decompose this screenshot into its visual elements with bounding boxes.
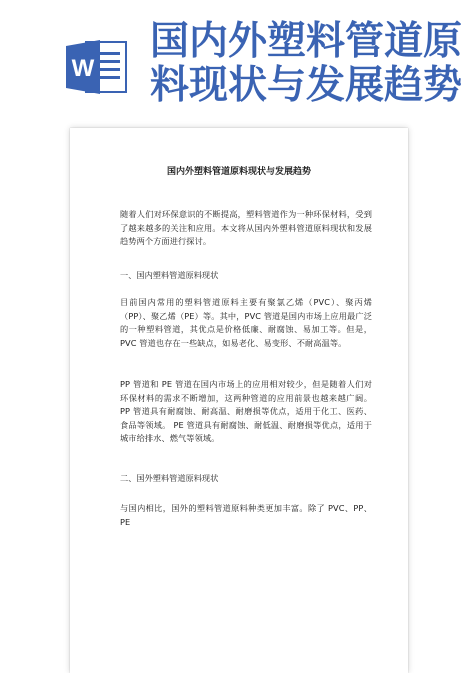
word-document-icon [66, 38, 132, 96]
document-page [70, 128, 408, 673]
intro-paragraph: 随着人们对环保意识的不断提高，塑料管道作为一种环保材料，受到了越来越多的关注和应用。本文将从国内外塑料管道原料现状和发展趋势两个方面进行探讨。 [120, 209, 372, 247]
section-1-paragraph-2: PP 管道和 PE 管道在国内市场上的应用相对较少，但是随着人们对环保材料的需求不断增加，这两种管道的应用前景也越来越广阔。 PP 管道具有耐腐蚀、耐高温、耐磨损等优点，适用于化工、医药、食品等领域。 PE 管道具有耐腐蚀、耐低温、耐磨损等优点，适用于城市给排水、燃气等领域。 [120, 379, 372, 444]
document-title: 国内外塑料管道原料现状与发展趋势 [166, 167, 311, 177]
banner-title [150, 19, 463, 108]
banner-title-line-1: 国内外塑料管道原 [150, 19, 463, 64]
word-icon-letter: W [71, 55, 95, 82]
section-2-heading: 二、国外塑料管道原料现状 [120, 473, 219, 483]
document-banner [0, 0, 474, 118]
banner-title-line-2: 料现状与发展趋势 [150, 63, 463, 108]
section-1-heading: 一、国内塑料管道原料现状 [120, 270, 219, 280]
section-2-paragraph-1: 与国内相比，国外的塑料管道原料种类更加丰富。除了 PVC、PP、PE [120, 503, 372, 527]
section-1-paragraph-1: 目前国内常用的塑料管道原料主要有聚氯乙烯（PVC）、聚丙烯（PP）、聚乙烯（PE）等。其中，PVC 管道是国内市场上应用最广泛的一种塑料管道，其优点是价格低廉、耐腐蚀、易加工等。但是，PVC 管道也存在一些缺点，如易老化、易变形、不耐高温等。 [120, 297, 372, 348]
